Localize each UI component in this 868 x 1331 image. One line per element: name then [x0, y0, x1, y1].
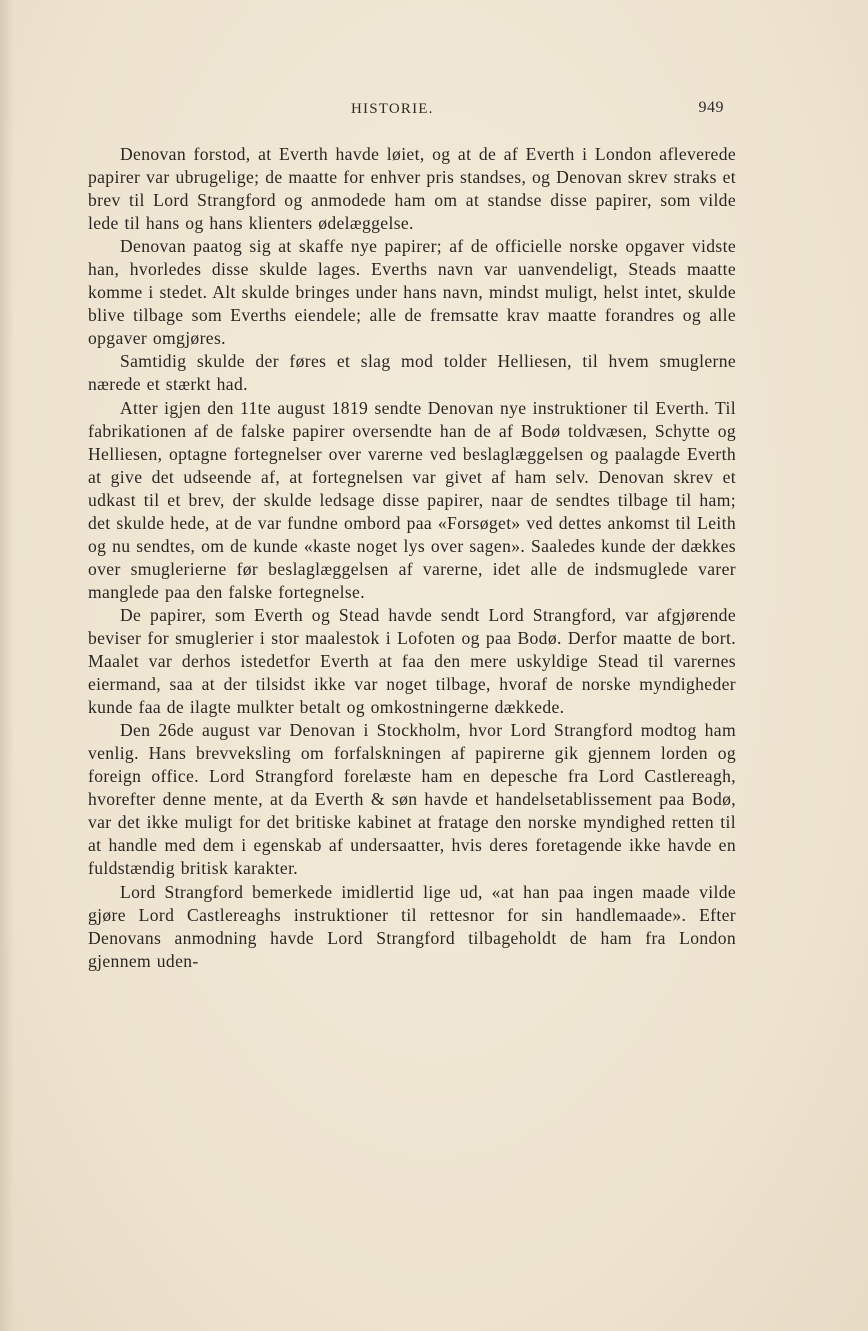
paragraph: Denovan forstod, at Everth havde løiet, og at de af Everth i London afleverede papirer var ubrugelige; de maatte for enhver pris standses, og Denovan skrev straks et brev til Lord Strangford og anmodede ham om at standse disse papirer, som vilde lede til hans og hans klienters ødelæggelse.	[88, 144, 736, 234]
page-header	[88, 101, 724, 125]
paragraph: Lord Strangford bemerkede imidlertid lige ud, «at han paa ingen maade vilde gjøre Lord Castlereaghs instruktioner til rettesnor for sin handlemaade». Efter Denovans anmodning havde Lord Strangford tilbageholdt de ham fra London gjennem uden-	[88, 881, 736, 971]
paragraph: Atter igjen den 11te august 1819 sendte Denovan nye instruktioner til Everth. Til fabrikationen af de falske papirer oversendte han de af Bodø toldvæsen, Schytte og Helliesen, optagne fortegnelser over varerne ved beslaglæggelsen og paalagde Everth at give det udseende af, at fortegnelsen var givet af ham selv. Denovan skrev et udkast til et brev, der skulde ledsage disse papirer, naar de sendtes tilbage til ham; det skulde hede, at de var fundne ombord paa «Forsøget» ved dettes ankomst til Leith og nu sendtes, om de kunde «kaste noget lys over sagen». Saaledes kunde der dækkes over smuglerierne før beslaglæggelsen af varerne, idet alle de indsmuglede varer manglede paa den falske fortegnelse.	[88, 397, 736, 602]
running-head: HISTORIE.	[351, 101, 434, 117]
paragraph: De papirer, som Everth og Stead havde sendt Lord Strangford, var afgjørende beviser for smuglerier i stor maalestok i Lofoten og paa Bodø. Derfor maatte de bort. Maalet var derhos istedetfor Everth at faa den mere uskyldige Stead til varernes eiermand, saa at der tilsidst ikke var noget tilbage, hvoraf de norske myndigheder kunde faa de ilagte mulkter betalt og omkostningerne dækkede.	[88, 604, 736, 718]
paragraph: Samtidig skulde der føres et slag mod tolder Helliesen, til hvem smuglerne nærede et stærkt had.	[88, 351, 736, 395]
page-edge-shadow	[0, 0, 14, 1331]
body-text	[88, 143, 736, 973]
page-number: 949	[698, 99, 724, 116]
paragraph: Den 26de august var Denovan i Stockholm, hvor Lord Strangford modtog ham venlig. Hans brevveksling om forfalskningen af papirerne gik gjennem lorden og foreign office. Lord Strangford forelæste ham en depesche fra Lord Castlereagh, hvorefter denne mente, at da Everth & søn havde et handelsetablissement paa Bodø, var det ikke muligt for det britiske kabinet at fratage den norske myndighed retten til at handle med dem i egenskab af undersaatter, hvis deres foretagende ikke havde en fuldstændig britisk karakter.	[88, 720, 736, 879]
paragraph: Denovan paatog sig at skaffe nye papirer; af de officielle norske opgaver vidste han, hvorledes disse skulde lages. Everths navn var uanvendeligt, Steads maatte komme i stedet. Alt skulde bringes under hans navn, mindst muligt, helst intet, skulde blive tilbage som Everths eiendele; alle de fremsatte krav maatte forandres og alle opgaver omgjøres.	[88, 236, 736, 349]
